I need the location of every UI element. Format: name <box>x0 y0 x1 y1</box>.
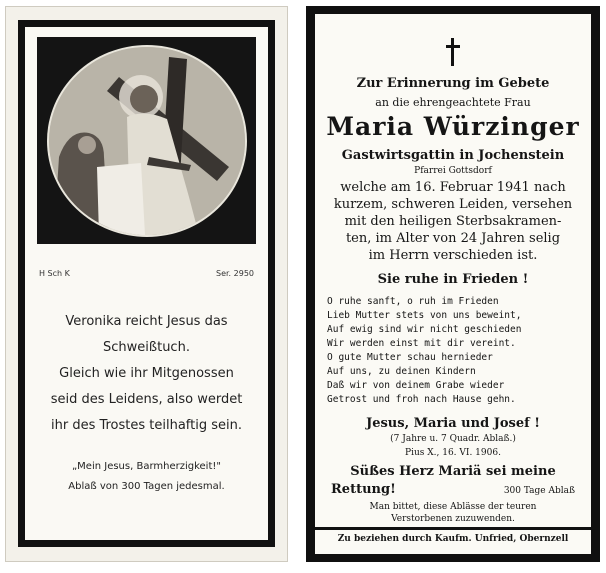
cross-icon <box>446 38 460 66</box>
occupation: Gastwirtsgattin in Jochenstein <box>341 148 565 163</box>
footer-divider <box>315 527 591 530</box>
indulgence-line: Ablaß von 300 Tagen jedesmal. <box>68 481 225 492</box>
parish: Pfarrei Gottsdorf <box>414 166 492 176</box>
poem-line: Wir werden einst mit dir vereint. <box>327 338 516 349</box>
obituary-text-panel <box>315 14 591 554</box>
death-line: welche am 16. Februar 1941 nach <box>340 180 566 195</box>
devotional-picture <box>49 47 245 235</box>
sweet-heart-rescue: Rettung! <box>331 482 396 497</box>
death-line: ten, im Alter von 24 Jahren selig <box>345 231 561 246</box>
invocation-note: (7 Jahre u. 7 Quadr. Ablaß.) <box>390 434 516 444</box>
death-line: mit den heiligen Sterbsakramen- <box>344 214 562 229</box>
pius-reference: Pius X., 16. VI. 1906. <box>405 448 501 458</box>
printer-footer: Zu beziehen durch Kaufm. Unfried, Obernzell <box>337 534 569 544</box>
poem-line: O ruhe sanft, o ruh im Frieden <box>327 296 499 307</box>
death-line: im Herrn verschieden ist. <box>368 248 538 263</box>
memorial-card-right <box>306 6 600 562</box>
death-line: kurzem, schweren Leiden, versehen <box>333 197 573 212</box>
scripture-line: seid des Leidens, also werdet <box>50 392 243 407</box>
scripture-line: Gleich wie ihr Mitgenossen <box>59 366 234 381</box>
rest-in-peace: Sie ruhe in Frieden ! <box>377 272 529 287</box>
poem-line: Getrost und froh nach Hause gehn. <box>327 394 516 405</box>
sweet-heart-line: Süßes Herz Mariä sei meine <box>350 464 556 479</box>
prayer-line: „Mein Jesus, Barmherzigkeit!" <box>71 461 221 472</box>
request-line: Man bittet, diese Ablässe der teuren <box>369 502 537 512</box>
poem-line: Daß wir von deinem Grabe wieder <box>327 380 505 391</box>
picture-panel <box>37 37 256 244</box>
header-dedication: an die ehrengeachtete Frau <box>375 96 531 109</box>
header-remembrance: Zur Erinnerung im Gebete <box>356 76 550 91</box>
deceased-name: Maria Würzinger <box>326 112 580 141</box>
scripture-line: Schweißtuch. <box>103 340 190 355</box>
picture-caption-right: Ser. 2950 <box>216 269 254 278</box>
poem-line: Lieb Mutter stets von uns beweint, <box>327 310 522 321</box>
invocation: Jesus, Maria und Josef ! <box>366 416 540 431</box>
memorial-card-left <box>5 6 288 562</box>
picture-caption-left: H Sch K <box>39 269 70 278</box>
black-frame <box>18 20 275 547</box>
poem-line: Auf ewig sind wir nicht geschieden <box>327 324 522 335</box>
scripture-line: Veronika reicht Jesus das <box>65 314 228 329</box>
poem-line: Auf uns, zu deinen Kindern <box>327 366 476 377</box>
request-line: Verstorbenen zuzuwenden. <box>391 514 515 524</box>
sweet-heart-indulgence: 300 Tage Ablaß <box>503 486 575 496</box>
scripture-line: ihr des Trostes teilhaftig sein. <box>50 418 243 433</box>
poem-line: O gute Mutter schau hernieder <box>327 352 493 363</box>
